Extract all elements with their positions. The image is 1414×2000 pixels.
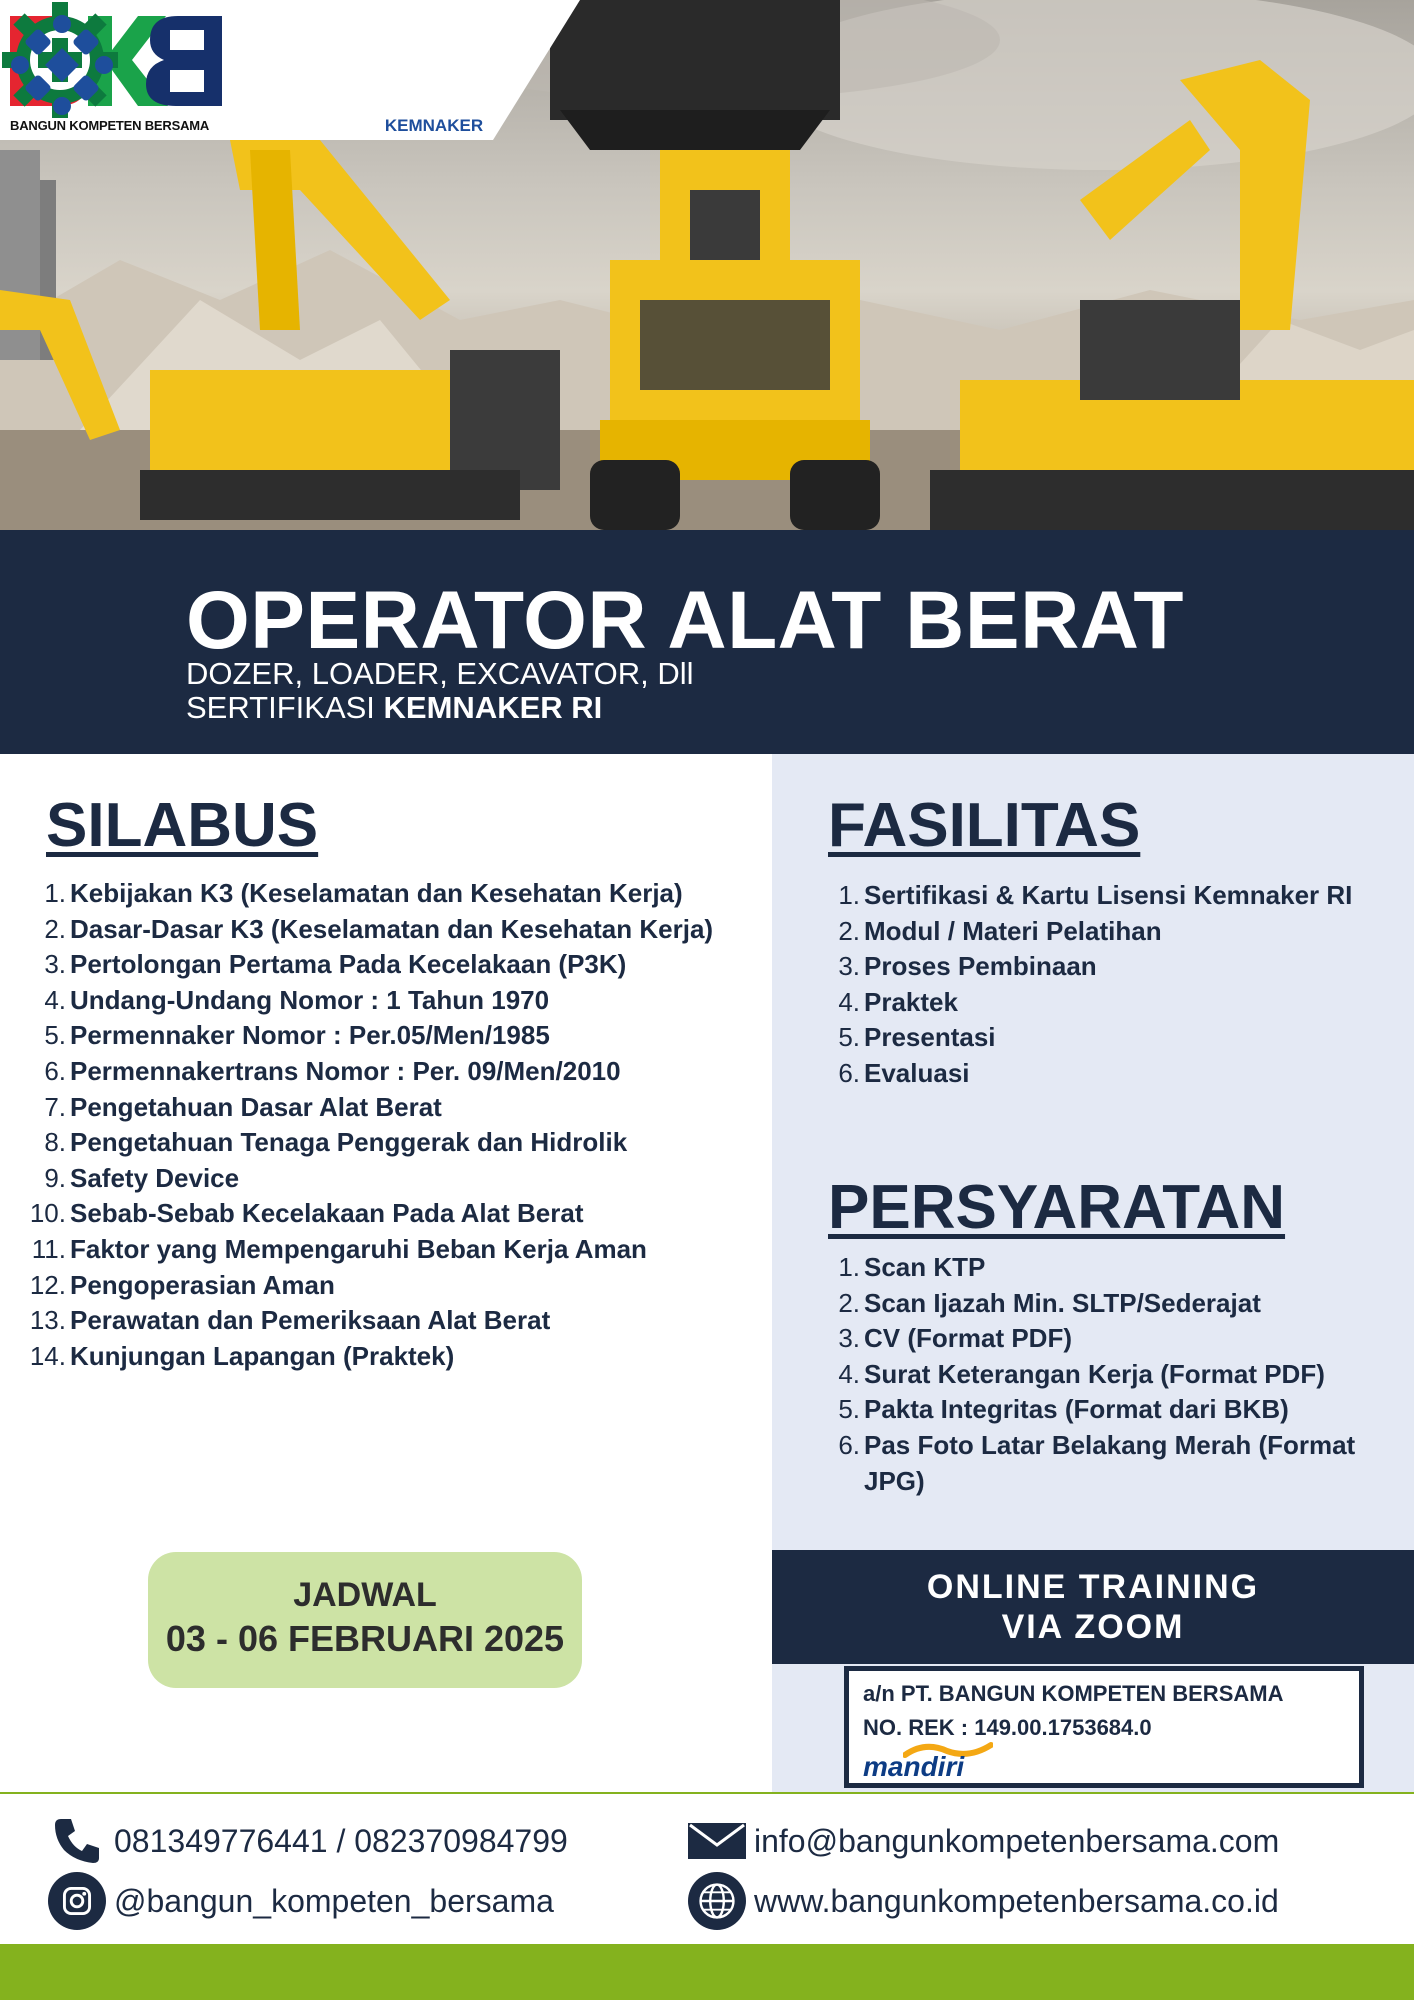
fasilitas-list <box>838 878 1394 1092</box>
subtitle-certification <box>186 690 602 726</box>
page-title: OPERATOR ALAT BERAT <box>186 575 1185 666</box>
list-item-text: Praktek <box>864 986 958 1017</box>
list-item: 9. Safety Device <box>44 1162 240 1193</box>
silabus-list <box>29 876 760 1374</box>
list-item-text: Pengoperasian Aman <box>70 1269 335 1300</box>
list-item-text: Presentasi <box>864 1022 996 1053</box>
email-address[interactable]: info@bangunkompetenbersama.com <box>754 1822 1280 1859</box>
list-item: 3. Proses Pembinaan <box>838 951 1097 982</box>
list-item: 5. Presentasi <box>838 1022 996 1053</box>
list-item-text: Pertolongan Pertama Pada Kecelakaan (P3K) <box>70 949 627 980</box>
silabus-heading: SILABUS <box>46 791 319 860</box>
list-item-text: Evaluasi <box>864 1057 970 1088</box>
phone-numbers[interactable]: 081349776441 / 082370984799 <box>114 1822 568 1859</box>
list-item-text: Scan Ijazah Min. SLTP/Sederajat <box>864 1287 1261 1318</box>
contact-email <box>688 1812 1279 1870</box>
list-item: 6. Pas Foto Latar Belakang Merah (Format JPG) <box>838 1429 1356 1496</box>
list-item: 2. Scan Ijazah Min. SLTP/Sederajat <box>838 1287 1261 1318</box>
bank-account-box <box>844 1666 1364 1788</box>
mandiri-wordmark: mandiri <box>863 1751 965 1782</box>
list-item: 12. Pengoperasian Aman <box>29 1269 335 1300</box>
list-item: 1. Scan KTP <box>838 1252 986 1282</box>
list-item: 14. Kunjungan Lapangan (Praktek) <box>29 1340 455 1371</box>
bkb-tagline: BANGUN KOMPETEN BERSAMA <box>10 118 210 133</box>
list-item: 7. Pengetahuan Dasar Alat Berat <box>44 1091 442 1122</box>
list-item: 5. Pakta Integritas (Format dari BKB) <box>838 1394 1289 1425</box>
list-item: 11. Faktor yang Mempengaruhi Beban Kerja Aman <box>31 1233 647 1264</box>
jadwal-label: JADWAL <box>293 1576 437 1614</box>
online-training-label: ONLINE TRAINING <box>926 1568 1260 1606</box>
list-item-text: Proses Pembinaan <box>864 951 1097 982</box>
persyaratan-heading: PERSYARATAN <box>828 1173 1286 1242</box>
bank-account-name: a/n PT. BANGUN KOMPETEN BERSAMA <box>863 1681 1284 1706</box>
list-item-text: Kunjungan Lapangan (Praktek) <box>70 1340 455 1371</box>
list-item-text: Faktor yang Mempengaruhi Beban Kerja Aman <box>70 1233 647 1264</box>
title-band <box>0 530 1414 754</box>
right-panel <box>772 754 1414 1794</box>
list-item: 8. Pengetahuan Tenaga Penggerak dan Hidrolik <box>44 1127 628 1158</box>
list-item-text: Safety Device <box>70 1162 240 1193</box>
contact-website <box>688 1872 1279 1930</box>
list-item-text: Surat Keterangan Kerja (Format PDF) <box>864 1358 1325 1389</box>
list-item: 4. Undang-Undang Nomor : 1 Tahun 1970 <box>44 984 550 1015</box>
list-item: 1. Kebijakan K3 (Keselamatan dan Kesehatan Kerja) <box>44 878 683 908</box>
kemnaker-logo-icon <box>0 0 124 130</box>
kemnaker-label: KEMNAKER <box>384 116 484 135</box>
list-item: 13. Perawatan dan Pemeriksaan Alat Berat <box>29 1305 551 1336</box>
list-item-text: Scan KTP <box>864 1252 986 1282</box>
subtitle-equipment: DOZER, LOADER, EXCAVATOR, Dll <box>186 656 694 691</box>
bank-account-number: NO. REK : 149.00.1753684.0 <box>863 1715 1152 1740</box>
list-item-text: Undang-Undang Nomor : 1 Tahun 1970 <box>70 984 550 1015</box>
list-item-text: Sebab-Sebab Kecelakaan Pada Alat Berat <box>70 1198 584 1229</box>
subtitle-certification-bold: KEMNAKER RI <box>383 690 603 725</box>
envelope-icon <box>688 1812 746 1870</box>
silabus-section <box>0 754 772 1794</box>
instagram-handle[interactable]: @bangun_kompeten_bersama <box>114 1882 554 1919</box>
fasilitas-heading: FASILITAS <box>828 791 1141 860</box>
online-training-band <box>772 1550 1414 1664</box>
list-item: 3. Pertolongan Pertama Pada Kecelakaan (P3K) <box>44 949 627 980</box>
list-item-text: CV (Format PDF) <box>864 1323 1072 1354</box>
contact-phone <box>48 1812 568 1870</box>
list-item-text: Permennakertrans Nomor : Per. 09/Men/2010 <box>70 1055 621 1086</box>
footer-divider <box>0 1792 1414 1794</box>
website-url[interactable]: www.bangunkompetenbersama.co.id <box>754 1882 1279 1919</box>
list-item: 3. CV (Format PDF) <box>838 1323 1072 1354</box>
list-item: 1. Sertifikasi & Kartu Lisensi Kemnaker RI <box>838 880 1353 910</box>
phone-icon <box>48 1812 106 1870</box>
list-item: 6. Evaluasi <box>838 1057 970 1088</box>
jadwal-box <box>148 1552 582 1688</box>
list-item-text: Kebijakan K3 (Keselamatan dan Kesehatan Kerja) <box>70 878 683 908</box>
list-item-text: Pengetahuan Dasar Alat Berat <box>70 1091 442 1122</box>
hero-photo <box>0 0 1414 530</box>
list-item: 10. Sebab-Sebab Kecelakaan Pada Alat Berat <box>29 1198 584 1229</box>
list-item-text: Pengetahuan Tenaga Penggerak dan Hidrolik <box>70 1127 628 1158</box>
instagram-icon <box>48 1872 106 1930</box>
via-zoom-label: VIA ZOOM <box>1001 1608 1185 1646</box>
list-item-text: Dasar-Dasar K3 (Keselamatan dan Kesehatan Kerja) <box>70 913 714 944</box>
subtitle-certification-prefix: SERTIFIKASI <box>186 690 375 725</box>
globe-icon <box>688 1872 746 1930</box>
jadwal-date: 03 - 06 FEBRUARI 2025 <box>165 1618 565 1659</box>
list-item: 2. Modul / Materi Pelatihan <box>838 915 1162 946</box>
contact-instagram <box>48 1872 554 1930</box>
list-item-text: Sertifikasi & Kartu Lisensi Kemnaker RI <box>864 880 1353 910</box>
list-item-text: Perawatan dan Pemeriksaan Alat Berat <box>70 1305 551 1336</box>
persyaratan-list <box>838 1250 1404 1499</box>
mandiri-logo <box>863 1741 1003 1783</box>
footer-band <box>0 1944 1414 2000</box>
list-item: 6. Permennakertrans Nomor : Per. 09/Men/2010 <box>44 1055 621 1086</box>
list-item: 5. Permennaker Nomor : Per.05/Men/1985 <box>44 1020 550 1051</box>
list-item-text: Modul / Materi Pelatihan <box>864 915 1162 946</box>
list-item-text: Pas Foto Latar Belakang Merah (Format JPG) <box>864 1429 1356 1496</box>
list-item: 2. Dasar-Dasar K3 (Keselamatan dan Kesehatan Kerja) <box>44 913 714 944</box>
list-item-text: Permennaker Nomor : Per.05/Men/1985 <box>70 1020 550 1051</box>
list-item-text: Pakta Integritas (Format dari BKB) <box>864 1394 1289 1425</box>
list-item: 4. Praktek <box>838 986 958 1017</box>
list-item: 4. Surat Keterangan Kerja (Format PDF) <box>838 1358 1325 1389</box>
